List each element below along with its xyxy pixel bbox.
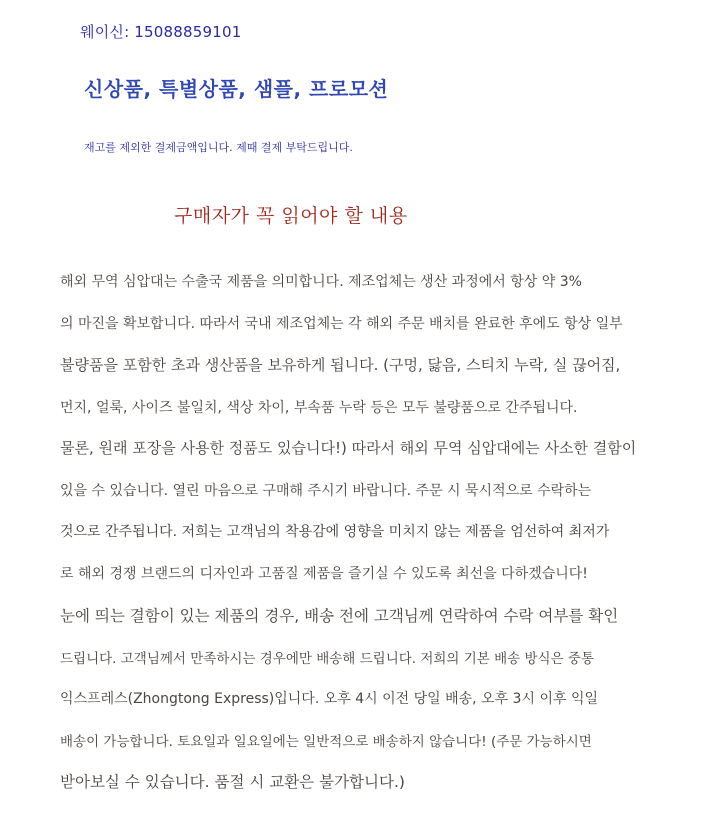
notice-line: 불량품을 포함한 초과 생산품을 보유하게 됩니다. (구멍, 닳음, 스티치 누락, 실 끊어짐, bbox=[60, 356, 621, 374]
notice-line: 해외 무역 심압대는 수출국 제품을 의미합니다. 제조업체는 생산 과정에서 항상 약 3% bbox=[60, 274, 582, 290]
notice-line: 로 해외 경쟁 브랜드의 디자인과 고품질 제품을 즐기실 수 있도록 최선을 다하겠습니다! bbox=[60, 566, 588, 582]
notice-line: 익스프레스(Zhongtong Express)입니다. 오후 4시 이전 당일 배송, 오후 3시 이후 익일 bbox=[60, 691, 598, 707]
notice-line: 눈에 띄는 결함이 있는 제품의 경우, 배송 전에 고객님께 연락하여 수락 여부를 확인 bbox=[60, 607, 619, 625]
notice-line: 것으로 간주됩니다. 저희는 고객님의 착용감에 영향을 미치지 않는 제품을 엄선하여 최저가 bbox=[60, 524, 610, 540]
notice-line: 먼지, 얼룩, 사이즈 불일치, 색상 차이, 부속품 누락 등은 모두 불량품으로 간주됩니다. bbox=[60, 400, 578, 416]
notice-line: 배송이 가능합니다. 토요일과 일요일에는 일반적으로 배송하지 않습니다! (주문 가능하시면 bbox=[60, 734, 592, 750]
notice-title: 구매자가 꼭 읽어야 할 내용 bbox=[174, 205, 408, 227]
payment-note: 재고를 제외한 결제금액입니다. 제때 결제 부탁드립니다. bbox=[84, 141, 353, 154]
product-categories-headline: 신상품, 특별상품, 샘플, 프로모션 bbox=[84, 77, 389, 101]
notice-line: 의 마진을 확보합니다. 따라서 국내 제조업체는 각 해외 주문 배치를 완료한 후에도 항상 일부 bbox=[60, 316, 623, 332]
notice-line: 드립니다. 고객님께서 만족하시는 경우에만 배송해 드립니다. 저희의 기본 배송 방식은 중통 bbox=[60, 651, 595, 667]
notice-line: 있을 수 있습니다. 열린 마음으로 구매해 주시기 바랍니다. 주문 시 묵시적으로 수락하는 bbox=[60, 483, 592, 499]
notice-line: 받아보실 수 있습니다. 품절 시 교환은 불가합니다.) bbox=[60, 773, 405, 791]
notice-line: 물론, 원래 포장을 사용한 정품도 있습니다!) 따라서 해외 무역 심압대에는 사소한 결함이 bbox=[60, 439, 637, 457]
contact-info: 웨이신: 15088859101 bbox=[80, 23, 242, 41]
